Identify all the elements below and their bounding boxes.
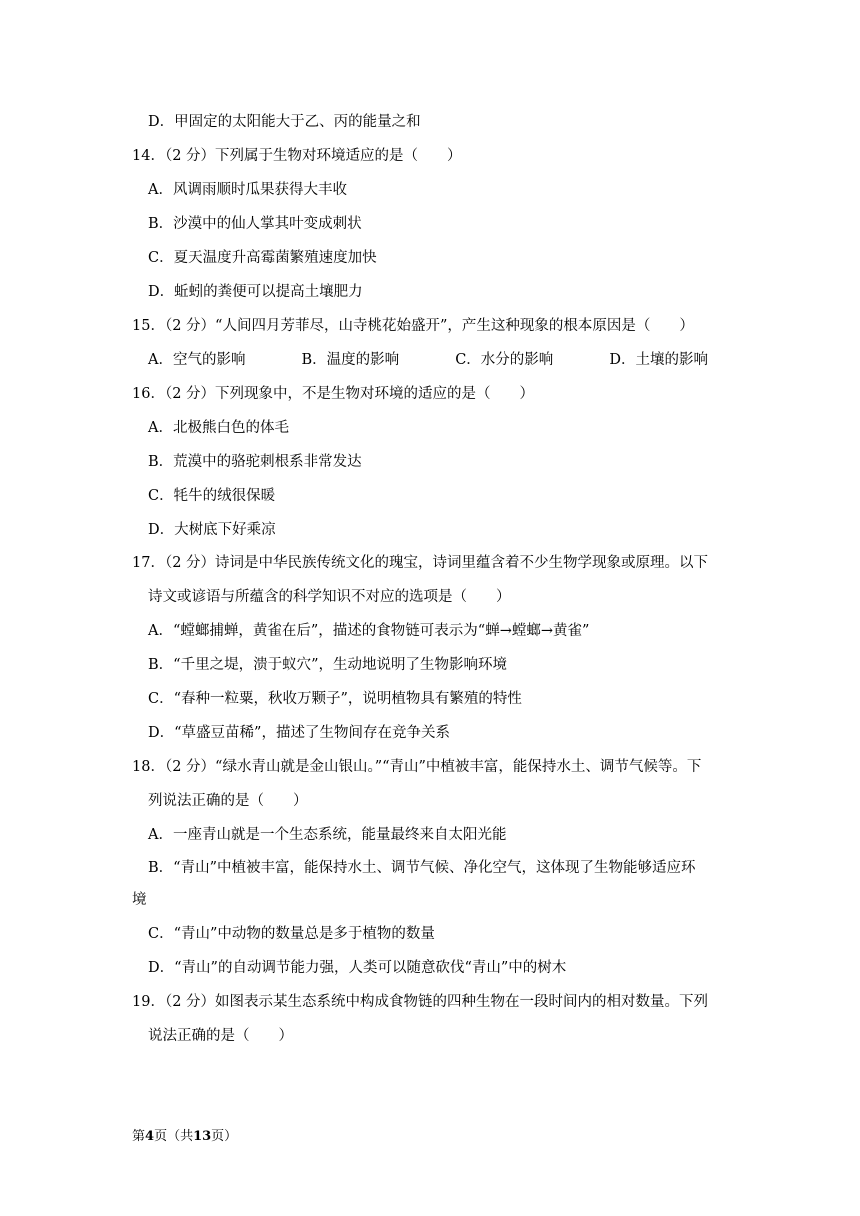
q16-option-b: B．荒漠中的骆驼刺根系非常发达 bbox=[148, 454, 362, 470]
q18-option-d: D．“青山”的自动调节能力强，人类可以随意砍伐“青山”中的树木 bbox=[148, 960, 567, 976]
q17-option-c: C．“春种一粒粟，秋收万颗子”，说明植物具有繁殖的特性 bbox=[148, 691, 522, 707]
question-14: 14．（2 分）下列属于生物对环境适应的是（ ） bbox=[132, 148, 462, 164]
question-19: 19．（2 分）如图表示某生态系统中构成食物链的四种生物在一段时间内的相对数量。下列 bbox=[132, 994, 709, 1010]
footer-page-number: 4 bbox=[145, 1129, 155, 1144]
question-18-continued: 列说法正确的是（ ） bbox=[148, 793, 308, 809]
q16-option-d: D．大树底下好乘凉 bbox=[148, 522, 276, 538]
footer-mid: 页（共 bbox=[154, 1129, 194, 1144]
q18-option-c: C．“青山”中动物的数量总是多于植物的数量 bbox=[148, 926, 435, 942]
question-16: 16．（2 分）下列现象中，不是生物对环境的适应的是（ ） bbox=[132, 386, 535, 402]
question-17: 17．（2 分）诗词是中华民族传统文化的瑰宝，诗词里蕴含着不少生物学现象或原理。以下 bbox=[132, 555, 709, 571]
q16-option-c: C．牦牛的绒很保暖 bbox=[148, 488, 276, 504]
q15-option-c: C．水分的影响 bbox=[455, 352, 554, 368]
q18-option-b: B．“青山”中植被丰富，能保持水土、调节气候、净化空气，这体现了生物能够适应环 bbox=[148, 860, 696, 876]
q15-option-b: B．温度的影响 bbox=[301, 352, 400, 368]
q17-option-d: D．“草盛豆苗稀”，描述了生物间存在竞争关系 bbox=[148, 725, 450, 741]
question-15: 15．（2 分）“人间四月芳菲尽，山寺桃花始盛开”，产生这种现象的根本原因是（ ） bbox=[132, 318, 694, 334]
q16-option-a: A．北极熊白色的体毛 bbox=[148, 420, 289, 436]
q17-option-a: A．“螳螂捕蝉，黄雀在后”，描述的食物链可表示为“蝉→螳螂→黄雀” bbox=[148, 623, 590, 639]
page-footer bbox=[132, 1128, 237, 1146]
q14-option-d: D．蚯蚓的粪便可以提高土壤肥力 bbox=[148, 284, 363, 300]
footer-prefix: 第 bbox=[132, 1129, 146, 1144]
footer-total-pages: 13 bbox=[193, 1129, 212, 1144]
q18-option-b-continued: 境 bbox=[132, 892, 147, 908]
q17-option-b: B．“千里之堤，溃于蚁穴”，生动地说明了生物影响环境 bbox=[148, 657, 507, 673]
q15-option-a: A．空气的影响 bbox=[148, 352, 246, 368]
q14-option-b: B．沙漠中的仙人掌其叶变成刺状 bbox=[148, 216, 362, 232]
q15-options-row bbox=[148, 350, 708, 370]
q15-option-d: D．土壤的影响 bbox=[609, 352, 708, 368]
q18-option-a: A．一座青山就是一个生态系统，能量最终来自太阳光能 bbox=[148, 827, 507, 843]
q14-option-a: A．风调雨顺时瓜果获得大丰收 bbox=[148, 182, 347, 198]
question-18: 18．（2 分）“绿水青山就是金山银山。”“青山”中植被丰富，能保持水土、调节气候等。下 bbox=[132, 759, 702, 775]
question-19-continued: 说法正确的是（ ） bbox=[148, 1028, 293, 1044]
question-17-continued: 诗文或谚语与所蕴含的科学知识不对应的选项是（ ） bbox=[148, 589, 511, 605]
q13-option-d: D．甲固定的太阳能大于乙、丙的能量之和 bbox=[148, 114, 421, 130]
q14-option-c: C．夏天温度升高霉菌繁殖速度加快 bbox=[148, 250, 377, 266]
footer-suffix: 页） bbox=[211, 1129, 238, 1144]
